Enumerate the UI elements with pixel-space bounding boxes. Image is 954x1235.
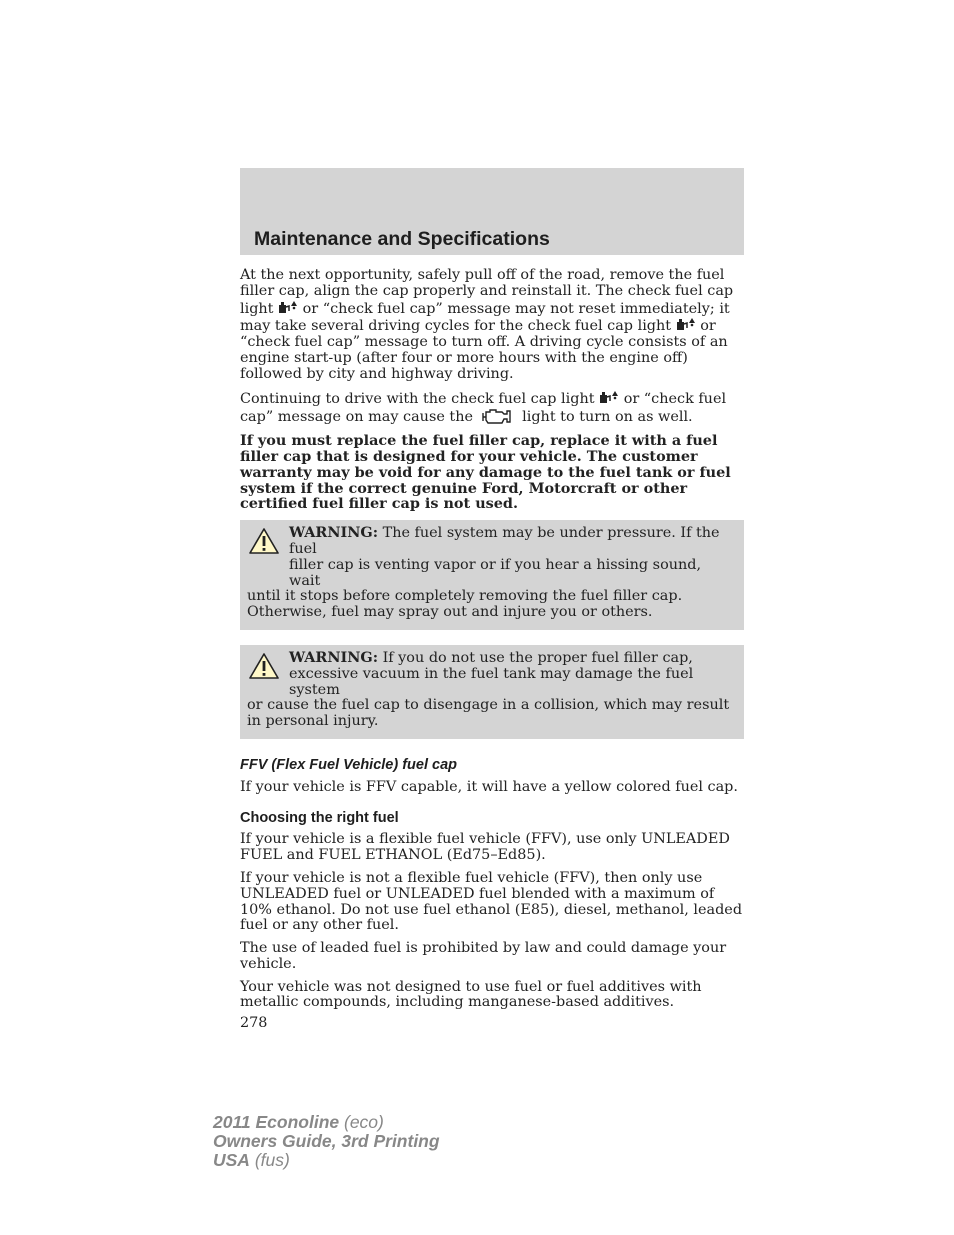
- check-fuel-cap-icon: [278, 300, 298, 314]
- paragraph-replace-cap-notice: If you must replace the fuel filler cap, replace it with a fuel filler cap that is designed for your vehicle. The customer warranty may be void for any damage to the fuel tank or fuel system if the correct genuine Ford, Motorcraft or other certified fuel filler cap is not used.: [240, 432, 731, 513]
- warning-label: WARNING:: [289, 524, 379, 542]
- document-footer: [213, 1113, 440, 1170]
- fuel-paragraph-additives: Your vehicle was not designed to use fuel or fuel additives with metallic compounds, including manganese-based additives.: [240, 978, 702, 1011]
- warning-triangle-icon: [248, 527, 280, 555]
- page-number: 278: [240, 1015, 268, 1032]
- check-fuel-cap-icon: [676, 317, 696, 331]
- footer-model: 2011 Econoline: [213, 1112, 340, 1132]
- ffv-paragraph: If your vehicle is FFV capable, it will have a yellow colored fuel cap.: [240, 778, 738, 795]
- section-title: Maintenance and Specifications: [254, 228, 550, 250]
- section-header: [240, 168, 744, 255]
- fuel-heading: Choosing the right fuel: [240, 809, 399, 826]
- check-fuel-cap-icon: [599, 390, 619, 404]
- footer-region-code: (fus): [254, 1150, 290, 1170]
- fuel-paragraph-non-ffv: If your vehicle is not a flexible fuel vehicle (FFV), then only use UNLEADED fuel or UNLEADED fuel blended with a maximum of 10% ethanol. Do not use fuel ethanol (E85), diesel, methanol, leaded fuel or any other fuel.: [240, 869, 743, 934]
- warning-triangle-icon: [248, 652, 280, 680]
- check-engine-icon: [480, 407, 512, 425]
- fuel-paragraph-ffv: If your vehicle is a flexible fuel vehicle (FFV), use only UNLEADED FUEL and FUEL ETHANOL (Ed75–Ed85).: [240, 831, 730, 864]
- footer-region: USA: [213, 1150, 250, 1170]
- warning-label: WARNING:: [289, 648, 379, 666]
- paragraph-reinstall-cap: At the next opportunity, safely pull off of the road, remove the fuel filler cap, align the cap properly and reinstall it. The check fuel cap light or “check fuel cap” message may not reset immediately; it may take several driving cycles for the check fuel cap light or “check fuel cap” message to turn off. A driving cycle consists of an engine start-up (after four or more hours with the engine off) followed by city and highway driving.: [240, 267, 734, 382]
- fuel-paragraph-leaded: The use of leaded fuel is prohibited by law and could damage your vehicle.: [240, 940, 727, 972]
- footer-model-code: (eco): [344, 1112, 384, 1132]
- ffv-heading: FFV (Flex Fuel Vehicle) fuel cap: [240, 756, 458, 773]
- warning-box-vacuum: WARNING: If you do not use the proper fuel filler cap, excessive vacuum in the fuel tank may damage the fuel system or cause the fuel cap to disengage in a collision, which may result in personal injury.: [240, 645, 744, 739]
- footer-guide: Owners Guide, 3rd Printing: [213, 1131, 440, 1151]
- page-content: [240, 268, 744, 1032]
- paragraph-continue-driving: Continuing to drive with the check fuel cap light or “check fuel cap” message on may cause the light to turn on as well.: [240, 390, 727, 426]
- warning-box-pressure: WARNING: The fuel system may be under pressure. If the fuel filler cap is venting vapor or if you hear a hissing sound, wait until it stops before completely removing the fuel filler cap. Otherwise, fuel may spray out and injure you or others.: [240, 520, 744, 630]
